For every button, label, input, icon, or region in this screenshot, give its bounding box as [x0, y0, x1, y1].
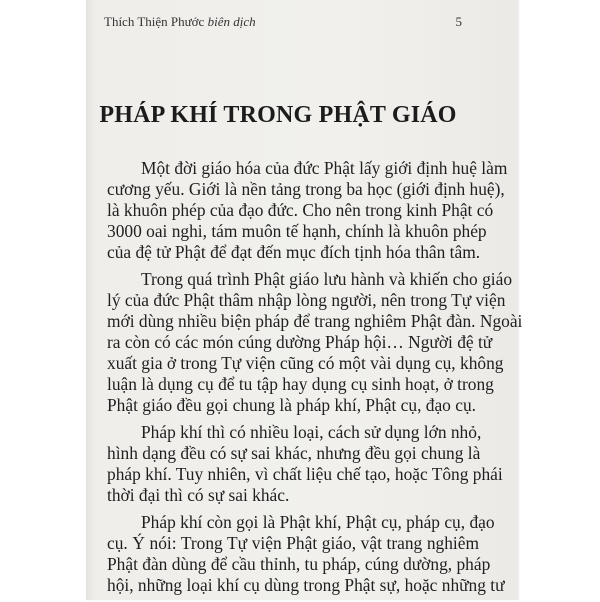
text-line: Một đời giáo hóa của đức Phật lấy giới định huệ làm: [141, 158, 508, 178]
text-line: của đệ tử Phật để đạt đến mục đích tịnh hóa thân tâm.: [107, 242, 481, 262]
text-line: hình dạng đều có sự sai khác, nhưng đều gọi chung là: [107, 443, 481, 463]
header-author: Thích Thiện Phước: [104, 14, 205, 29]
chapter-title: PHÁP KHÍ TRONG PHẬT GIÁO: [99, 102, 457, 128]
text-line: luận là dụng cụ để tu tập hay dụng cụ sinh hoạt, ở trong: [107, 374, 494, 394]
book-page: [86, 0, 523, 600]
paragraph: [107, 422, 503, 506]
paragraph: [107, 512, 505, 596]
text-line: Pháp khí thì có nhiều loại, cách sử dụng lớn nhỏ,: [141, 422, 482, 442]
text-line: Phật đàn dùng để cầu thỉnh, tu pháp, cúng dường, pháp: [107, 554, 491, 574]
paragraph: [107, 158, 508, 263]
text-line: mới dùng nhiều biện pháp để trang nghiêm Phật đàn. Ngoài: [107, 311, 523, 331]
header-role: biên dịch: [207, 14, 256, 29]
text-line: Trong quá trình Phật giáo lưu hành và khiến cho giáo: [141, 269, 513, 289]
text-line: cương yếu. Giới là nền tảng trong ba học (giới định huệ),: [107, 179, 505, 199]
page-number: 5: [455, 14, 462, 29]
text-line: hội, những loại khí cụ dùng trong Phật sự, hoặc những tư: [107, 575, 505, 595]
text-line: 3000 oai nghi, tám muôn tế hạnh, chính là khuôn phép: [107, 221, 487, 241]
text-line: Pháp khí còn gọi là Phật khí, Phật cụ, pháp cụ, đạo: [141, 512, 495, 532]
body-text: [107, 158, 523, 602]
text-line: lý của đức Phật thâm nhập lòng người, nên trong Tự viện: [107, 290, 506, 310]
running-header: [104, 14, 462, 30]
paragraph: [107, 269, 523, 416]
text-line: ra còn có các món cúng dường Pháp hội… Người đệ tử: [107, 332, 493, 352]
text-line: Phật giáo đều gọi chung là pháp khí, Phật cụ, đạo cụ.: [107, 395, 476, 415]
text-line: thời đại thì có sự sai khác.: [107, 485, 290, 505]
text-line: pháp khí. Tuy nhiên, vì chất liệu chế tạo, hoặc Tông phái: [107, 464, 503, 484]
text-line: là khuôn phép của đạo đức. Cho nên trong kinh Phật có: [107, 200, 494, 220]
text-line: xuất gia ở trong Tự viện cũng có một vài dụng cụ, không: [107, 353, 504, 373]
text-line: cụ. Ý nói: Trong Tự viện Phật giáo, vật trang nghiêm: [107, 533, 479, 553]
